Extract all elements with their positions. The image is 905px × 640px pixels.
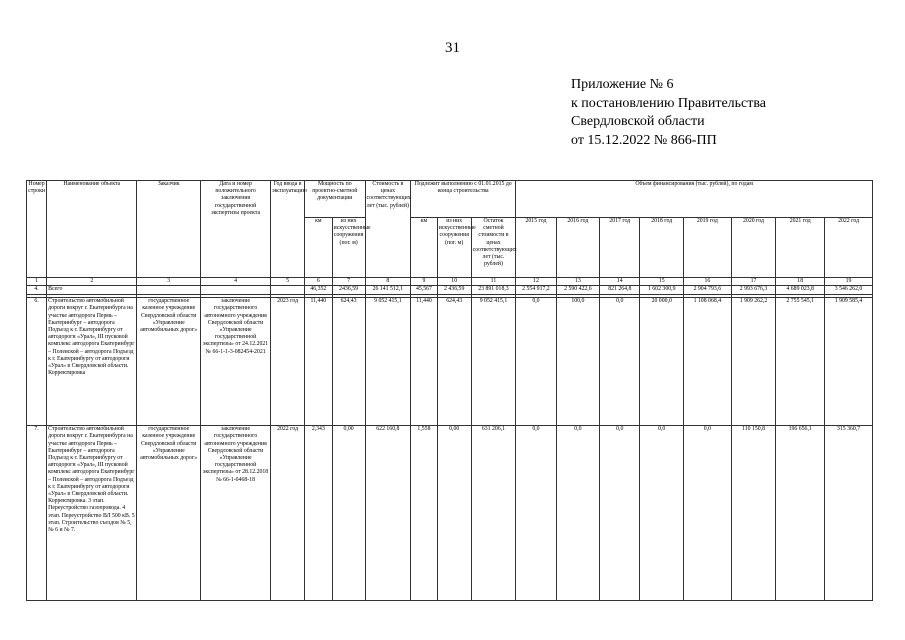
objects-table: [26, 180, 873, 601]
header-year-2017: 2017 год: [600, 218, 640, 278]
commission-year: 2022 год: [271, 426, 305, 601]
header-row-number: Номер строки: [27, 181, 47, 278]
header-remaining-cost: Остаток сметной стоимости в ценах соответствующих лет (тыс. рублей): [471, 218, 516, 278]
header-year-2018: 2018 год: [640, 218, 684, 278]
header-year-2021: 2021 год: [776, 218, 825, 278]
total-capacity-artificial: 2436,59: [332, 286, 365, 295]
total-remaining-km: 45,567: [411, 286, 438, 295]
remaining-km: 11,440: [411, 298, 438, 426]
total-capacity-km: 46,352: [305, 286, 333, 295]
column-number: 17: [731, 278, 776, 286]
header-capacity-km: км: [305, 218, 333, 278]
column-number: 12: [516, 278, 556, 286]
expertise: заключение государственного автономного учреждения Свердловской области «Управление государственной экспертизы» от 28.12.2018 № 66-1-0468-18: [201, 426, 271, 601]
funding-2022: 1 909 585,4: [825, 298, 873, 426]
cost: 622 160,8: [365, 426, 411, 601]
column-number: 11: [471, 278, 516, 286]
column-number: 2: [47, 278, 137, 286]
funding-2020: 110 150,8: [731, 426, 776, 601]
column-number: 10: [437, 278, 471, 286]
header-funding: Объем финансирования (тыс. рублей), по годам: [516, 181, 873, 218]
funding-2022: 315 360,7: [825, 426, 873, 601]
customer: государственное казенное учреждение Свердловской области «Управление автомобильных дорог»: [137, 426, 201, 601]
remaining-km: 1,558: [411, 426, 438, 601]
column-number: 3: [137, 278, 201, 286]
capacity-km: 11,440: [305, 298, 333, 426]
header-customer: Заказчик: [137, 181, 201, 278]
appendix-line-4: от 15.12.2022 № 866-ПП: [571, 132, 717, 148]
header-year-2015: 2015 год: [516, 218, 556, 278]
total-2022: 3 546 262,0: [825, 286, 873, 295]
funding-2018: 0,0: [640, 426, 684, 601]
capacity-artificial: 624,43: [332, 298, 365, 426]
total-remaining-artificial: 2 436,59: [437, 286, 471, 295]
object-name: Строительство автомобильной дороги вокруг г. Екатеринбурга на участке автодорога Пермь – Екатеринбург – автодорога Подъезд к г. Екатеринбургу от автодороги «Урал», III пусковой комплекс автодорога Екатеринбург – Полевской – автодорога Подъезд к г. Екатеринбургу от автодороги «Урал» в Свердловской области. Корректировка. 3 этап. Переустройство газопровода. 4 этап. Переустройство ВЛ 500 кВ. 5 этап. Строительство съездов № 5, № 6 и № 7.: [47, 426, 137, 601]
appendix-line-1: Приложение № 6: [571, 77, 674, 92]
header-remaining-km: км: [411, 218, 438, 278]
funding-2017: 0,0: [600, 426, 640, 601]
expertise: заключение государственного автономного учреждения Свердловской области «Управление государственной экспертизы» от 24.12.2021 № 66-1-1-3-082454-2021: [201, 298, 271, 426]
header-year: Год ввода в эксплуатацию: [271, 181, 305, 278]
remaining-artificial: 0,00: [437, 426, 471, 601]
total-2015: 2 554 917,2: [516, 286, 556, 295]
header-object-name: Наименование объекта: [47, 181, 137, 278]
total-2019: 2 904 793,6: [683, 286, 731, 295]
capacity-artificial: 0,00: [332, 426, 365, 601]
column-number: 19: [825, 278, 873, 286]
appendix-line-3: Свердловской области: [571, 114, 705, 129]
header-year-2020: 2020 год: [731, 218, 776, 278]
object-name: Строительство автомобильной дороги вокруг г. Екатеринбурга на участке автодорога Пермь – Екатеринбург – автодорога Подъезд к г. Екатеринбургу от автодороги «Урал», III пусковой комплекс автодорога Екатеринбург – Полевской – автодорога Подъезд к г. Екатеринбургу от автодороги «Урал» в Свердловской области. Корректировка: [47, 298, 137, 426]
total-cell: [137, 286, 201, 295]
appendix-heading: [571, 76, 766, 150]
cost: 9 052 415,1: [365, 298, 411, 426]
total-cell: [201, 286, 271, 295]
table-row: [27, 298, 873, 426]
header-capacity: Мощность по проектно-сметной документации: [305, 181, 366, 218]
total-cell: [271, 286, 305, 295]
column-number: 14: [600, 278, 640, 286]
total-label: Всего: [47, 286, 137, 295]
page-number: 31: [445, 40, 460, 56]
header-remaining: Подлежит выполнению с 01.01.2015 до конца строительства: [411, 181, 516, 218]
column-number: 6: [305, 278, 333, 286]
funding-2019: 0,0: [683, 426, 731, 601]
column-number: 8: [365, 278, 411, 286]
column-number: 5: [271, 278, 305, 286]
column-number: 9: [411, 278, 438, 286]
column-number: 15: [640, 278, 684, 286]
total-2016: 2 590 422,6: [556, 286, 600, 295]
table-row: [27, 426, 873, 601]
header-year-2019: 2019 год: [683, 218, 731, 278]
capacity-km: 2,343: [305, 426, 333, 601]
header-remaining-artificial: из них искусственные сооружения (пог. м): [437, 218, 471, 278]
funding-2017: 0,0: [600, 298, 640, 426]
total-row-number: 4.: [27, 286, 47, 295]
column-number: 1: [27, 278, 47, 286]
total-row: [27, 286, 873, 295]
funding-2015: 0,0: [516, 298, 556, 426]
funding-2021: 2 755 545,1: [776, 298, 825, 426]
funding-2016: 100,0: [556, 298, 600, 426]
header-capacity-artificial: из них искусственные сооружения (пог. м): [332, 218, 365, 278]
total-2021: 4 689 023,8: [776, 286, 825, 295]
row-number: 6.: [27, 298, 47, 426]
header-cost: Стоимость в ценах соответствующих лет (тыс. рублей): [365, 181, 411, 278]
total-2020: 2 993 676,3: [731, 286, 776, 295]
commission-year: 2023 год: [271, 298, 305, 426]
remaining-cost: 9 052 415,1: [471, 298, 516, 426]
column-number: 13: [556, 278, 600, 286]
customer: государственное казенное учреждение Свердловской области «Управление автомобильных дорог»: [137, 298, 201, 426]
total-2018: 1 602 300,9: [640, 286, 684, 295]
appendix-line-2: к постановлению Правительства: [571, 95, 767, 111]
column-numbers-row: [27, 278, 873, 286]
remaining-artificial: 624,43: [437, 298, 471, 426]
header-year-2016: 2016 год: [556, 218, 600, 278]
total-cost: 26 141 512,1: [365, 286, 411, 295]
funding-2020: 1 909 262,2: [731, 298, 776, 426]
row-number: 7.: [27, 426, 47, 601]
column-number: 4: [201, 278, 271, 286]
funding-2016: 0,0: [556, 426, 600, 601]
funding-2021: 196 656,1: [776, 426, 825, 601]
header-year-2022: 2022 год: [825, 218, 873, 278]
remaining-cost: 631 206,1: [471, 426, 516, 601]
column-number: 18: [776, 278, 825, 286]
column-number: 16: [683, 278, 731, 286]
total-remaining-cost: 23 891 018,3: [471, 286, 516, 295]
column-number: 7: [332, 278, 365, 286]
funding-2018: 20 000,0: [640, 298, 684, 426]
funding-2015: 0,0: [516, 426, 556, 601]
total-2017: 821 264,8: [600, 286, 640, 295]
funding-2019: 1 108 068,4: [683, 298, 731, 426]
header-expertise: Дата и номер положительного заключения государственной экспертизы проекта: [201, 181, 271, 278]
